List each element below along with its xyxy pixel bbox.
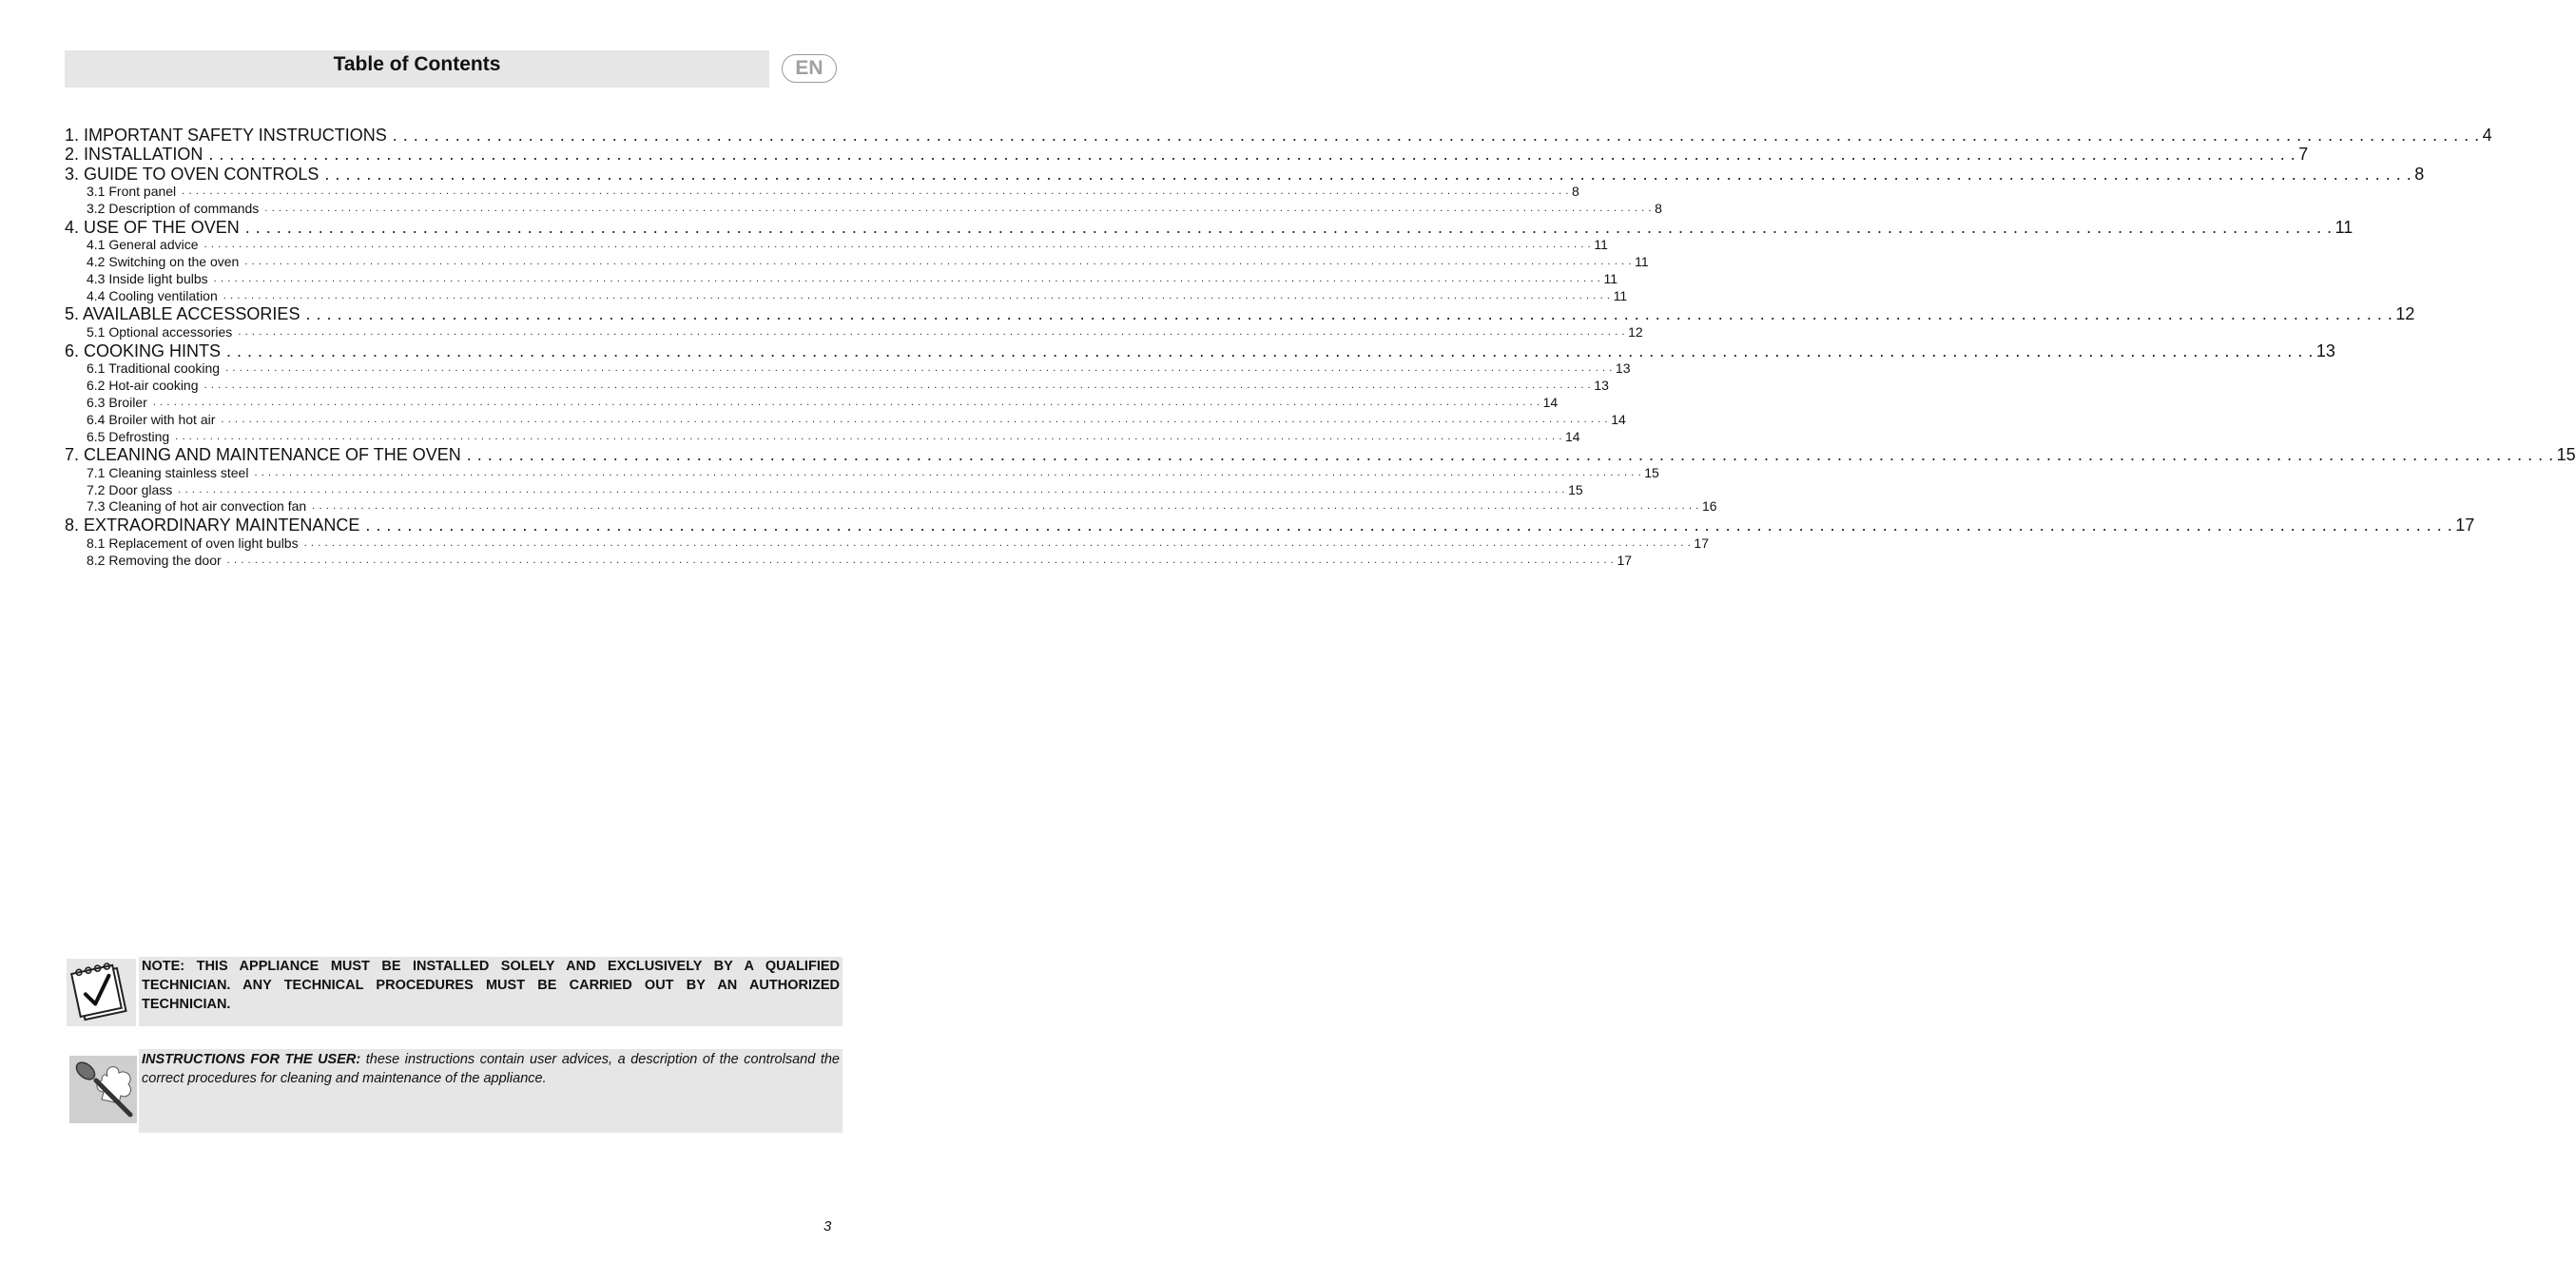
toc-page-number: 8 [1655, 201, 1662, 217]
toc-chapter-row [65, 445, 2576, 465]
toc-chapter-row [65, 217, 2353, 237]
toc-section-row [65, 498, 1717, 516]
header-bar [65, 50, 769, 88]
toc-chapter-row [65, 164, 2425, 184]
installer-note-text: NOTE: THIS APPLIANCE MUST BE INSTALLED SOLELY AND EXCLUSIVELY BY A QUALIFIED TECHNICIAN. ANY TECHNICAL PROCEDURES MUST BE CARRIED OUT BY AN AUTHORIZED TECHNICIAN. [142, 959, 840, 1012]
toc-chapter-row [65, 145, 2309, 165]
toc-page-number: 14 [1542, 394, 1559, 410]
toc-leader-dots: . . . . . . . . . . . . . . . . . . . . . . . . . . . . . . . . . . . . . . . . . . . . . . . . . . . . . . . . . . . . . . . . . . . . . . . . . . . . . . . . . . . . . . . . . . . . . . . . . . . . . . . . . . . . . . . . . . . . . . . . . . . . . . . . . . . . . . . . . . . . . . . . . . . . . . . . . . . . . . . . . . . . . . . . . . . . . . . . . . . . . . . . . . . . . . . . . . . . . . . . [466, 445, 2554, 465]
toc-chapter-row [65, 515, 2475, 535]
toc-entry-label: 4.3 Inside light bulbs [87, 270, 208, 286]
toc-section-row [65, 481, 1583, 498]
toc-chapter-row [65, 304, 2415, 324]
toc-leader-dots: . . . . . . . . . . . . . . . . . . . . . . . . . . . . . . . . . . . . . . . . . . . . . . . . . . . . . . . . . . . . . . . . . . . . . . . . . . . . . . . . . . . . . . . . . . . . . . . . . . . . . . . . . . . . . . . . . . . . . . . . . . . . . . . . . . . . . . . . . . . . . . . . . . . . . . . . . . . . . . . . . . . . . . . . . . . . . . . . . . . . . . . . . . . . . . . . . . . . . . . . [226, 554, 1615, 566]
toc-page-number: 13 [1615, 360, 1631, 377]
toc-section-row [65, 253, 1649, 270]
toc-page-number: 11 [1603, 270, 1617, 286]
toc-leader-dots: . . . . . . . . . . . . . . . . . . . . . . . . . . . . . . . . . . . . . . . . . . . . . . . . . . . . . . . . . . . . . . . . . . . . . . . . . . . . . . . . . . . . . . . . . . . . . . . . . . . . . . . . . . . . . . . . . . . . . . . . . . . . . . . . . . . . . . . . . . . . . . . . . . . . . . . . . . . . . . . . . . . . . . . . . . . . . . . . . . . . . . . . . . . . . . . . . . . . . . . . [208, 145, 2296, 164]
toc-leader-dots: . . . . . . . . . . . . . . . . . . . . . . . . . . . . . . . . . . . . . . . . . . . . . . . . . . . . . . . . . . . . . . . . . . . . . . . . . . . . . . . . . . . . . . . . . . . . . . . . . . . . . . . . . . . . . . . . . . . . . . . . . . . . . . . . . . . . . . . . . . . . . . . . . . . . . . . . . . . . . . . . . . . . . . . . . . . . . . . . . . . . . . . . . . . . . . . . . . . . . . . . [226, 340, 2314, 360]
toc-leader-dots: . . . . . . . . . . . . . . . . . . . . . . . . . . . . . . . . . . . . . . . . . . . . . . . . . . . . . . . . . . . . . . . . . . . . . . . . . . . . . . . . . . . . . . . . . . . . . . . . . . . . . . . . . . . . . . . . . . . . . . . . . . . . . . . . . . . . . . . . . . . . . . . . . . . . . . . . . . . . . . . . . . . . . . . . . . . . . . . . . . . . . . . . . . . . . . . . . . . . . . . . [203, 239, 1592, 251]
notepad-checkmark-icon [67, 959, 136, 1026]
page-title: Table of Contents [333, 53, 501, 75]
toc-page-number: 12 [1628, 324, 1643, 340]
toc-page-number: 17 [1617, 552, 1633, 568]
toc-entry-label: 6.1 Traditional cooking [87, 360, 221, 377]
toc-section-row [65, 270, 1617, 287]
toc-page-number: 17 [1694, 535, 1709, 551]
toc-leader-dots: . . . . . . . . . . . . . . . . . . . . . . . . . . . . . . . . . . . . . . . . . . . . . . . . . . . . . . . . . . . . . . . . . . . . . . . . . . . . . . . . . . . . . . . . . . . . . . . . . . . . . . . . . . . . . . . . . . . . . . . . . . . . . . . . . . . . . . . . . . . . . . . . . . . . . . . . . . . . . . . . . . . . . . . . . . . . . . . . . . . . . . . . . . . . . . . . . . . . . . . . [312, 500, 1699, 513]
user-note-body: these instructions contain user advices, a description of the controlsand the correct procedures for cleaning and maintenance of the appliance. [142, 1052, 840, 1086]
toc-entry-label: 6.4 Broiler with hot air [87, 411, 216, 427]
toc-entry-label: 7.3 Cleaning of hot air convection fan [87, 498, 307, 515]
toc-entry-label: 2. INSTALLATION [65, 145, 203, 164]
toc-page-number: 11 [1635, 254, 1649, 270]
toc-leader-dots: . . . . . . . . . . . . . . . . . . . . . . . . . . . . . . . . . . . . . . . . . . . . . . . . . . . . . . . . . . . . . . . . . . . . . . . . . . . . . . . . . . . . . . . . . . . . . . . . . . . . . . . . . . . . . . . . . . . . . . . . . . . . . . . . . . . . . . . . . . . . . . . . . . . . . . . . . . . . . . . . . . . . . . . . . . . . . . . . . . . . . . . . . . . . . . . . . . . . . . . . [305, 304, 2393, 324]
toc-section-row [65, 464, 1659, 481]
toc-entry-label: 7. CLEANING AND MAINTENANCE OF THE OVEN [65, 445, 461, 465]
toc-page-number: 15 [2556, 445, 2576, 465]
toc-section-row [65, 200, 1662, 217]
note-icon-panel [67, 959, 136, 1026]
toc-entry-label: 6. COOKING HINTS [65, 340, 222, 360]
toc-leader-dots: . . . . . . . . . . . . . . . . . . . . . . . . . . . . . . . . . . . . . . . . . . . . . . . . . . . . . . . . . . . . . . . . . . . . . . . . . . . . . . . . . . . . . . . . . . . . . . . . . . . . . . . . . . . . . . . . . . . . . . . . . . . . . . . . . . . . . . . . . . . . . . . . . . . . . . . . . . . . . . . . . . . . . . . . . . . . . . . . . . . . . . . . . . . . . . . . . . . . . . . . [178, 483, 1566, 496]
toc-leader-dots: . . . . . . . . . . . . . . . . . . . . . . . . . . . . . . . . . . . . . . . . . . . . . . . . . . . . . . . . . . . . . . . . . . . . . . . . . . . . . . . . . . . . . . . . . . . . . . . . . . . . . . . . . . . . . . . . . . . . . . . . . . . . . . . . . . . . . . . . . . . . . . . . . . . . . . . . . . . . . . . . . . . . . . . . . . . . . . . . . . . . . . . . . . . . . . . . . . . . . . . . [254, 466, 1642, 478]
toc-page-number: 14 [1564, 428, 1580, 444]
toc-leader-dots: . . . . . . . . . . . . . . . . . . . . . . . . . . . . . . . . . . . . . . . . . . . . . . . . . . . . . . . . . . . . . . . . . . . . . . . . . . . . . . . . . . . . . . . . . . . . . . . . . . . . . . . . . . . . . . . . . . . . . . . . . . . . . . . . . . . . . . . . . . . . . . . . . . . . . . . . . . . . . . . . . . . . . . . . . . . . . . . . . . . . . . . . . . . . . . . . . . . . . . . . [213, 272, 1601, 284]
toc-entry-label: 4. USE OF THE OVEN [65, 217, 240, 237]
toc-chapter-row [65, 340, 2335, 360]
toc-entry-label: 6.3 Broiler [87, 394, 147, 410]
toc-entry-label: 6.5 Defrosting [87, 428, 170, 444]
toc-page-number: 12 [2395, 304, 2415, 324]
toc-entry-label: 3. GUIDE TO OVEN CONTROLS [65, 164, 320, 184]
toc-leader-dots: . . . . . . . . . . . . . . . . . . . . . . . . . . . . . . . . . . . . . . . . . . . . . . . . . . . . . . . . . . . . . . . . . . . . . . . . . . . . . . . . . . . . . . . . . . . . . . . . . . . . . . . . . . . . . . . . . . . . . . . . . . . . . . . . . . . . . . . . . . . . . . . . . . . . . . . . . . . . . . . . . . . . . . . . . . . . . . . . . . . . . . . . . . . . . . . . . . . . . . . . [182, 185, 1569, 198]
toc-entry-label: 7.2 Door glass [87, 481, 173, 497]
toc-page-number: 17 [2455, 515, 2475, 535]
toc-section-row [65, 377, 1609, 394]
toc-page-number: 4 [2482, 125, 2492, 145]
toc-leader-dots: . . . . . . . . . . . . . . . . . . . . . . . . . . . . . . . . . . . . . . . . . . . . . . . . . . . . . . . . . . . . . . . . . . . . . . . . . . . . . . . . . . . . . . . . . . . . . . . . . . . . . . . . . . . . . . . . . . . . . . . . . . . . . . . . . . . . . . . . . . . . . . . . . . . . . . . . . . . . . . . . . . . . . . . . . . . . . . . . . . . . . . . . . . . . . . . . . . . . . . . . [365, 515, 2453, 535]
toc-page-number: 16 [1701, 498, 1717, 515]
toc-leader-dots: . . . . . . . . . . . . . . . . . . . . . . . . . . . . . . . . . . . . . . . . . . . . . . . . . . . . . . . . . . . . . . . . . . . . . . . . . . . . . . . . . . . . . . . . . . . . . . . . . . . . . . . . . . . . . . . . . . . . . . . . . . . . . . . . . . . . . . . . . . . . . . . . . . . . . . . . . . . . . . . . . . . . . . . . . . . . . . . . . . . . . . . . . . . . . . . . . . . . . . . . [264, 203, 1653, 215]
toc-entry-label: 1. IMPORTANT SAFETY INSTRUCTIONS [65, 125, 387, 145]
toc-entry-label: 8. EXTRAORDINARY MAINTENANCE [65, 515, 360, 535]
toc-page-number: 14 [1611, 411, 1626, 427]
toc-section-row [65, 428, 1580, 445]
toc-entry-label: 4.4 Cooling ventilation [87, 287, 218, 303]
toc-page-number: 15 [1644, 464, 1659, 480]
toc-section-row [65, 287, 1628, 304]
page-number: 3 [823, 1218, 832, 1235]
toc-page-number: 8 [1571, 184, 1579, 200]
toc-leader-dots: . . . . . . . . . . . . . . . . . . . . . . . . . . . . . . . . . . . . . . . . . . . . . . . . . . . . . . . . . . . . . . . . . . . . . . . . . . . . . . . . . . . . . . . . . . . . . . . . . . . . . . . . . . . . . . . . . . . . . . . . . . . . . . . . . . . . . . . . . . . . . . . . . . . . . . . . . . . . . . . . . . . . . . . . . . . . . . . . . . . . . . . . . . . . . . . . . . . . . . . . [152, 396, 1540, 408]
toc-section-row [65, 394, 1559, 411]
toc-leader-dots: . . . . . . . . . . . . . . . . . . . . . . . . . . . . . . . . . . . . . . . . . . . . . . . . . . . . . . . . . . . . . . . . . . . . . . . . . . . . . . . . . . . . . . . . . . . . . . . . . . . . . . . . . . . . . . . . . . . . . . . . . . . . . . . . . . . . . . . . . . . . . . . . . . . . . . . . . . . . . . . . . . . . . . . . . . . . . . . . . . . . . . . . . . . . . . . . . . . . . . . . [225, 362, 1613, 375]
toc-entry-label: 5. AVAILABLE ACCESSORIES [65, 304, 300, 324]
chef-hat-spoon-icon [69, 1056, 137, 1123]
toc-entry-label: 4.1 General advice [87, 237, 199, 253]
user-note-lead: INSTRUCTIONS FOR THE USER: [142, 1052, 361, 1067]
toc-leader-dots: . . . . . . . . . . . . . . . . . . . . . . . . . . . . . . . . . . . . . . . . . . . . . . . . . . . . . . . . . . . . . . . . . . . . . . . . . . . . . . . . . . . . . . . . . . . . . . . . . . . . . . . . . . . . . . . . . . . . . . . . . . . . . . . . . . . . . . . . . . . . . . . . . . . . . . . . . . . . . . . . . . . . . . . . . . . . . . . . . . . . . . . . . . . . . . . . . . . . . . . . [303, 536, 1692, 549]
user-note-text [142, 1050, 840, 1088]
toc-entry-label: 8.1 Replacement of oven light bulbs [87, 535, 299, 551]
toc-section-row [65, 184, 1579, 201]
toc-entry-label: 8.2 Removing the door [87, 552, 222, 568]
toc-section-row [65, 535, 1709, 552]
toc-entry-label: 3.2 Description of commands [87, 201, 260, 217]
language-badge: EN [782, 54, 837, 83]
toc-section-row [65, 323, 1643, 340]
toc-entry-label: 5.1 Optional accessories [87, 324, 233, 340]
toc-leader-dots: . . . . . . . . . . . . . . . . . . . . . . . . . . . . . . . . . . . . . . . . . . . . . . . . . . . . . . . . . . . . . . . . . . . . . . . . . . . . . . . . . . . . . . . . . . . . . . . . . . . . . . . . . . . . . . . . . . . . . . . . . . . . . . . . . . . . . . . . . . . . . . . . . . . . . . . . . . . . . . . . . . . . . . . . . . . . . . . . . . . . . . . . . . . . . . . . . . . . . . . . [238, 326, 1626, 339]
toc-page-number: 11 [1613, 287, 1628, 303]
toc-section-row [65, 237, 1608, 254]
toc-leader-dots: . . . . . . . . . . . . . . . . . . . . . . . . . . . . . . . . . . . . . . . . . . . . . . . . . . . . . . . . . . . . . . . . . . . . . . . . . . . . . . . . . . . . . . . . . . . . . . . . . . . . . . . . . . . . . . . . . . . . . . . . . . . . . . . . . . . . . . . . . . . . . . . . . . . . . . . . . . . . . . . . . . . . . . . . . . . . . . . . . . . . . . . . . . . . . . . . . . . . . . . . [324, 164, 2412, 184]
toc-page-number: 13 [1594, 378, 1609, 394]
toc-section-row [65, 411, 1626, 428]
toc-section-row [65, 552, 1633, 569]
toc-section-row [65, 360, 1631, 378]
toc-leader-dots: . . . . . . . . . . . . . . . . . . . . . . . . . . . . . . . . . . . . . . . . . . . . . . . . . . . . . . . . . . . . . . . . . . . . . . . . . . . . . . . . . . . . . . . . . . . . . . . . . . . . . . . . . . . . . . . . . . . . . . . . . . . . . . . . . . . . . . . . . . . . . . . . . . . . . . . . . . . . . . . . . . . . . . . . . . . . . . . . . . . . . . . . . . . . . . . . . . . . . . . . [244, 217, 2333, 237]
toc-page-number: 11 [1594, 237, 1608, 253]
toc-page-number: 7 [2298, 145, 2309, 164]
toc-leader-dots: . . . . . . . . . . . . . . . . . . . . . . . . . . . . . . . . . . . . . . . . . . . . . . . . . . . . . . . . . . . . . . . . . . . . . . . . . . . . . . . . . . . . . . . . . . . . . . . . . . . . . . . . . . . . . . . . . . . . . . . . . . . . . . . . . . . . . . . . . . . . . . . . . . . . . . . . . . . . . . . . . . . . . . . . . . . . . . . . . . . . . . . . . . . . . . . . . . . . . . . . [223, 289, 1611, 302]
toc-entry-label: 6.2 Hot-air cooking [87, 378, 199, 394]
toc-leader-dots: . . . . . . . . . . . . . . . . . . . . . . . . . . . . . . . . . . . . . . . . . . . . . . . . . . . . . . . . . . . . . . . . . . . . . . . . . . . . . . . . . . . . . . . . . . . . . . . . . . . . . . . . . . . . . . . . . . . . . . . . . . . . . . . . . . . . . . . . . . . . . . . . . . . . . . . . . . . . . . . . . . . . . . . . . . . . . . . . . . . . . . . . . . . . . . . . . . . . . . . . [175, 430, 1562, 442]
toc-page-number: 11 [2334, 217, 2353, 237]
toc-leader-dots: . . . . . . . . . . . . . . . . . . . . . . . . . . . . . . . . . . . . . . . . . . . . . . . . . . . . . . . . . . . . . . . . . . . . . . . . . . . . . . . . . . . . . . . . . . . . . . . . . . . . . . . . . . . . . . . . . . . . . . . . . . . . . . . . . . . . . . . . . . . . . . . . . . . . . . . . . . . . . . . . . . . . . . . . . . . . . . . . . . . . . . . . . . . . . . . . . . . . . . . . [221, 413, 1609, 425]
toc-leader-dots: . . . . . . . . . . . . . . . . . . . . . . . . . . . . . . . . . . . . . . . . . . . . . . . . . . . . . . . . . . . . . . . . . . . . . . . . . . . . . . . . . . . . . . . . . . . . . . . . . . . . . . . . . . . . . . . . . . . . . . . . . . . . . . . . . . . . . . . . . . . . . . . . . . . . . . . . . . . . . . . . . . . . . . . . . . . . . . . . . . . . . . . . . . . . . . . . . . . . . . . . [203, 379, 1592, 392]
toc-page-number: 15 [1568, 481, 1583, 497]
toc-entry-label: 4.2 Switching on the oven [87, 254, 240, 270]
toc-leader-dots: . . . . . . . . . . . . . . . . . . . . . . . . . . . . . . . . . . . . . . . . . . . . . . . . . . . . . . . . . . . . . . . . . . . . . . . . . . . . . . . . . . . . . . . . . . . . . . . . . . . . . . . . . . . . . . . . . . . . . . . . . . . . . . . . . . . . . . . . . . . . . . . . . . . . . . . . . . . . . . . . . . . . . . . . . . . . . . . . . . . . . . . . . . . . . . . . . . . . . . . . [392, 125, 2480, 145]
user-icon-panel [69, 1056, 137, 1123]
toc-chapter-row [65, 125, 2492, 145]
table-of-contents [65, 125, 2576, 569]
toc-entry-label: 7.1 Cleaning stainless steel [87, 464, 249, 480]
toc-leader-dots: . . . . . . . . . . . . . . . . . . . . . . . . . . . . . . . . . . . . . . . . . . . . . . . . . . . . . . . . . . . . . . . . . . . . . . . . . . . . . . . . . . . . . . . . . . . . . . . . . . . . . . . . . . . . . . . . . . . . . . . . . . . . . . . . . . . . . . . . . . . . . . . . . . . . . . . . . . . . . . . . . . . . . . . . . . . . . . . . . . . . . . . . . . . . . . . . . . . . . . . . [244, 256, 1633, 268]
toc-page-number: 13 [2315, 340, 2335, 360]
toc-page-number: 8 [2414, 164, 2425, 184]
toc-entry-label: 3.1 Front panel [87, 184, 177, 200]
